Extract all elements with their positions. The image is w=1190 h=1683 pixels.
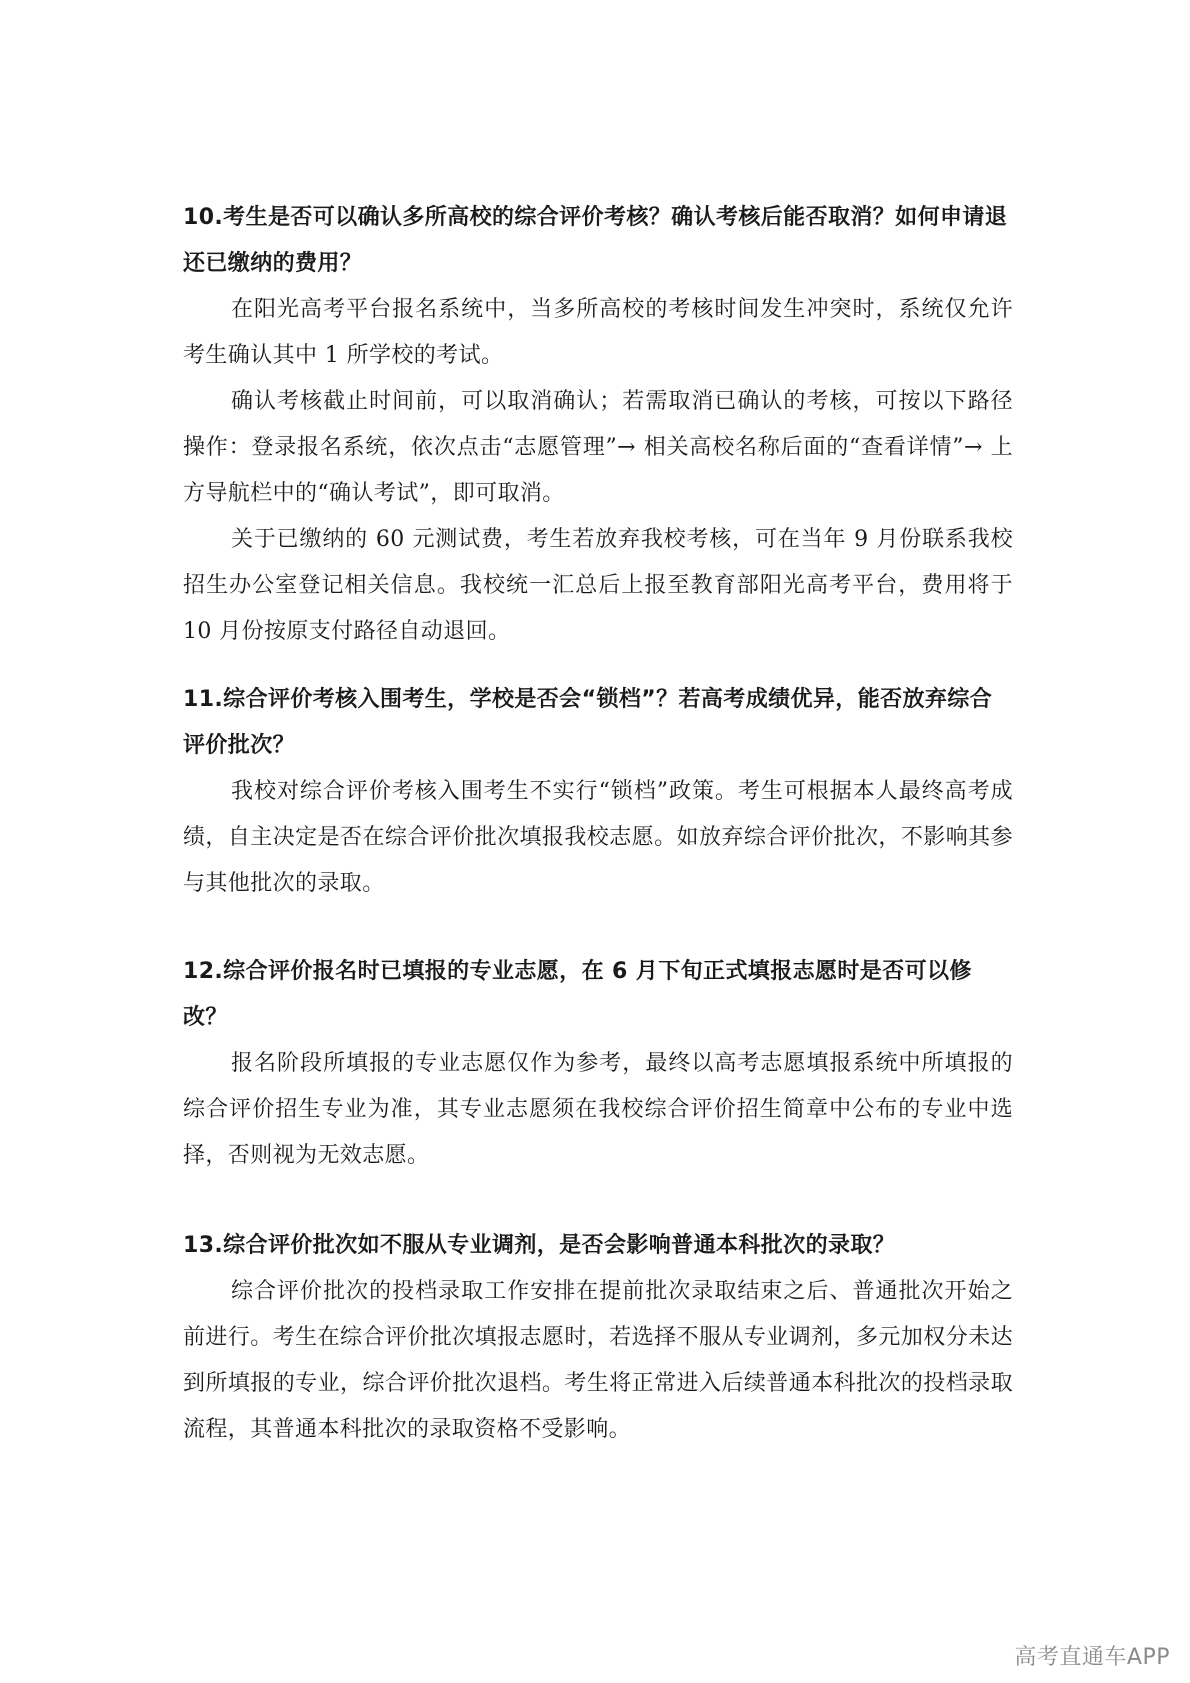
- qa-section-12: [183, 949, 1013, 1179]
- answer-paragraph: 在阳光高考平台报名系统中，当多所高校的考核时间发生冲突时，系统仅允许考生确认其中 1 所学校的考试。: [183, 297, 1013, 368]
- document-page: [183, 195, 1013, 1453]
- question-heading: 10.考生是否可以确认多所高校的综合评价考核？确认考核后能否取消？如何申请退还已缴纳的费用？: [183, 205, 1008, 276]
- answer-paragraph: 综合评价批次的投档录取工作安排在提前批次录取结束之后、普通批次开始之前进行。考生在综合评价批次填报志愿时，若选择不服从专业调剂，多元加权分未达到所填报的专业，综合评价批次退档。考生将正常进入后续普通本科批次的投档录取流程，其普通本科批次的录取资格不受影响。: [183, 1279, 1013, 1442]
- answer-paragraph: 确认考核截止时间前，可以取消确认；若需取消已确认的考核，可按以下路径操作：登录报名系统，依次点击“志愿管理”→ 相关高校名称后面的“查看详情”→ 上方导航栏中的“确认考试”，即可取消。: [183, 389, 1013, 506]
- qa-section-10: [183, 195, 1013, 655]
- watermark-text: 高考直通车APP: [1014, 1645, 1170, 1670]
- answer-paragraph: 关于已缴纳的 60 元测试费，考生若放弃我校考核，可在当年 9 月份联系我校招生办公室登记相关信息。我校统一汇总后上报至教育部阳光高考平台，费用将于 10 月份按原支付路径自动退回。: [183, 527, 1013, 644]
- qa-section-11: [183, 677, 1013, 907]
- answer-paragraph: 报名阶段所填报的专业志愿仅作为参考，最终以高考志愿填报系统中所填报的综合评价招生专业为准，其专业志愿须在我校综合评价招生简章中公布的专业中选择，否则视为无效志愿。: [183, 1051, 1013, 1168]
- question-heading: 12.综合评价报名时已填报的专业志愿，在 6 月下旬正式填报志愿时是否可以修改？: [183, 959, 972, 1030]
- answer-paragraph: 我校对综合评价考核入围考生不实行“锁档”政策。考生可根据本人最终高考成绩，自主决定是否在综合评价批次填报我校志愿。如放弃综合评价批次，不影响其参与其他批次的录取。: [183, 779, 1013, 896]
- question-heading: 13.综合评价批次如不服从专业调剂，是否会影响普通本科批次的录取？: [183, 1233, 896, 1258]
- question-heading: 11.综合评价考核入围考生，学校是否会“锁档”？若高考成绩优异，能否放弃综合评价批次？: [183, 687, 993, 758]
- qa-section-13: [183, 1223, 1013, 1453]
